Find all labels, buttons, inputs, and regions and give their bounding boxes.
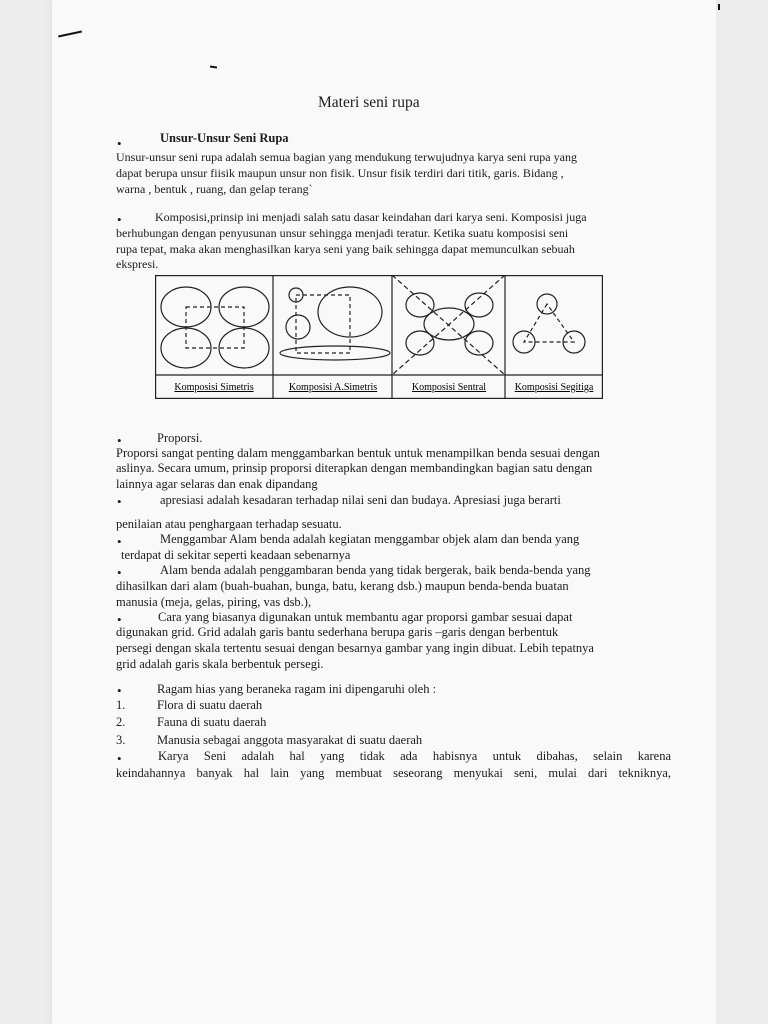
diagram-label: Komposisi Sentral: [411, 382, 487, 393]
paragraph-line: warna , bentuk , ruang, dan gelap terang`: [116, 182, 313, 196]
paragraph-line: aslinya. Secara umum, prinsip proporsi diterapkan dengan membandingkan bagian satu dengan: [116, 461, 593, 475]
paragraph-line: persegi dengan skala tertentu sesuai dengan besarnya gambar yang ingin dibuat. Lebih tepatnya: [116, 641, 594, 655]
paragraph-line: Ragam hias yang beraneka ragam ini dipengaruhi oleh :: [157, 682, 437, 696]
bullet: •: [117, 565, 122, 580]
list-number: 1.: [116, 698, 126, 712]
paragraph-line: apresiasi adalah kesadaran terhadap nilai seni dan budaya. Apresiasi juga berarti: [160, 493, 561, 507]
list-number: 3.: [116, 733, 126, 747]
section-heading: Proporsi.: [157, 431, 203, 445]
asymmetric-composition-figure: [280, 287, 390, 360]
diagram-label: Komposisi Segitiga: [514, 382, 594, 393]
list-item: Fauna di suatu daerah: [157, 715, 267, 729]
list-number: 2.: [116, 715, 126, 729]
diagram-label: Komposisi Simetris: [174, 382, 254, 393]
paragraph-line: dihasilkan dari alam (buah-buahan, bunga, batu, kerang dsb.) maupun benda-benda buatan: [116, 579, 569, 593]
paragraph-line: Alam benda adalah penggambaran benda yang tidak bergerak, baik benda-benda yang: [160, 563, 591, 577]
paragraph-line: grid adalah garis skala berbentuk persegi.: [116, 657, 324, 671]
list-item: Flora di suatu daerah: [157, 698, 263, 712]
bullet: •: [117, 534, 122, 549]
central-composition-figure: [392, 275, 505, 375]
paragraph-line: penilaian atau penghargaan terhadap sesuatu.: [116, 517, 342, 531]
paragraph-line: Menggambar Alam benda adalah kegiatan menggambar objek alam dan benda yang: [160, 532, 580, 546]
bullet: •: [117, 212, 122, 227]
paragraph-line: digunakan grid. Grid adalah garis bantu sederhana berupa garis –garis dengan berbentuk: [116, 625, 559, 639]
bullet: •: [117, 433, 122, 448]
paragraph-line: keindahannya banyak hal lain yang membuat seseorang menyukai seni, mulai dari tekniknya,: [116, 766, 671, 780]
bullet: •: [117, 494, 122, 509]
diagram-label: Komposisi A.Simetris: [288, 382, 378, 393]
paragraph-line: Proporsi sangat penting dalam menggambarkan bentuk untuk menampilkan benda sesuai dengan: [116, 446, 600, 460]
paragraph-line: ekspresi.: [116, 257, 159, 271]
triangle-composition-figure: [513, 294, 585, 353]
paragraph-line: lainnya agar selaras dan enak dipandang: [116, 477, 318, 491]
section-heading: Unsur-Unsur Seni Rupa: [160, 131, 289, 145]
composition-diagram: [155, 275, 603, 399]
pen-mark: [718, 4, 720, 10]
paragraph-line: berhubungan dengan penyusunan unsur sehingga menjadi teratur. Ketika suatu komposisi seni: [116, 226, 569, 240]
bullet: •: [117, 612, 122, 627]
bullet: •: [117, 683, 122, 698]
paragraph-line: rupa tepat, maka akan menghasilkan karya seni yang baik sehingga dapat memunculkan sebuah: [116, 242, 575, 256]
paragraph-line: manusia (meja, gelas, piring, vas dsb.),: [116, 595, 312, 609]
paragraph-line: terdapat di sekitar seperti keadaan sebenarnya: [121, 548, 351, 562]
bullet: •: [117, 751, 122, 766]
paragraph-line: Unsur-unsur seni rupa adalah semua bagian yang mendukung terwujudnya karya seni rupa yang: [116, 150, 577, 164]
paragraph-line: Komposisi,prinsip ini menjadi salah satu dasar keindahan dari karya seni. Komposisi juga: [155, 210, 587, 224]
paragraph-line: dapat berupa unsur fiisik maupun unsur non fisik. Unsur fisik terdiri dari titik, garis. Bidang ,: [116, 166, 564, 180]
paragraph-line: Karya Seni adalah hal yang tidak ada habisnya untuk dibahas, selain karena: [158, 749, 671, 763]
symmetric-composition-figure: [161, 287, 269, 368]
bullet: •: [117, 136, 122, 151]
page-title: Materi seni rupa: [318, 94, 420, 111]
paragraph-line: Cara yang biasanya digunakan untuk membantu agar proporsi gambar sesuai dapat: [158, 610, 573, 624]
list-item: Manusia sebagai anggota masyarakat di suatu daerah: [157, 733, 423, 747]
